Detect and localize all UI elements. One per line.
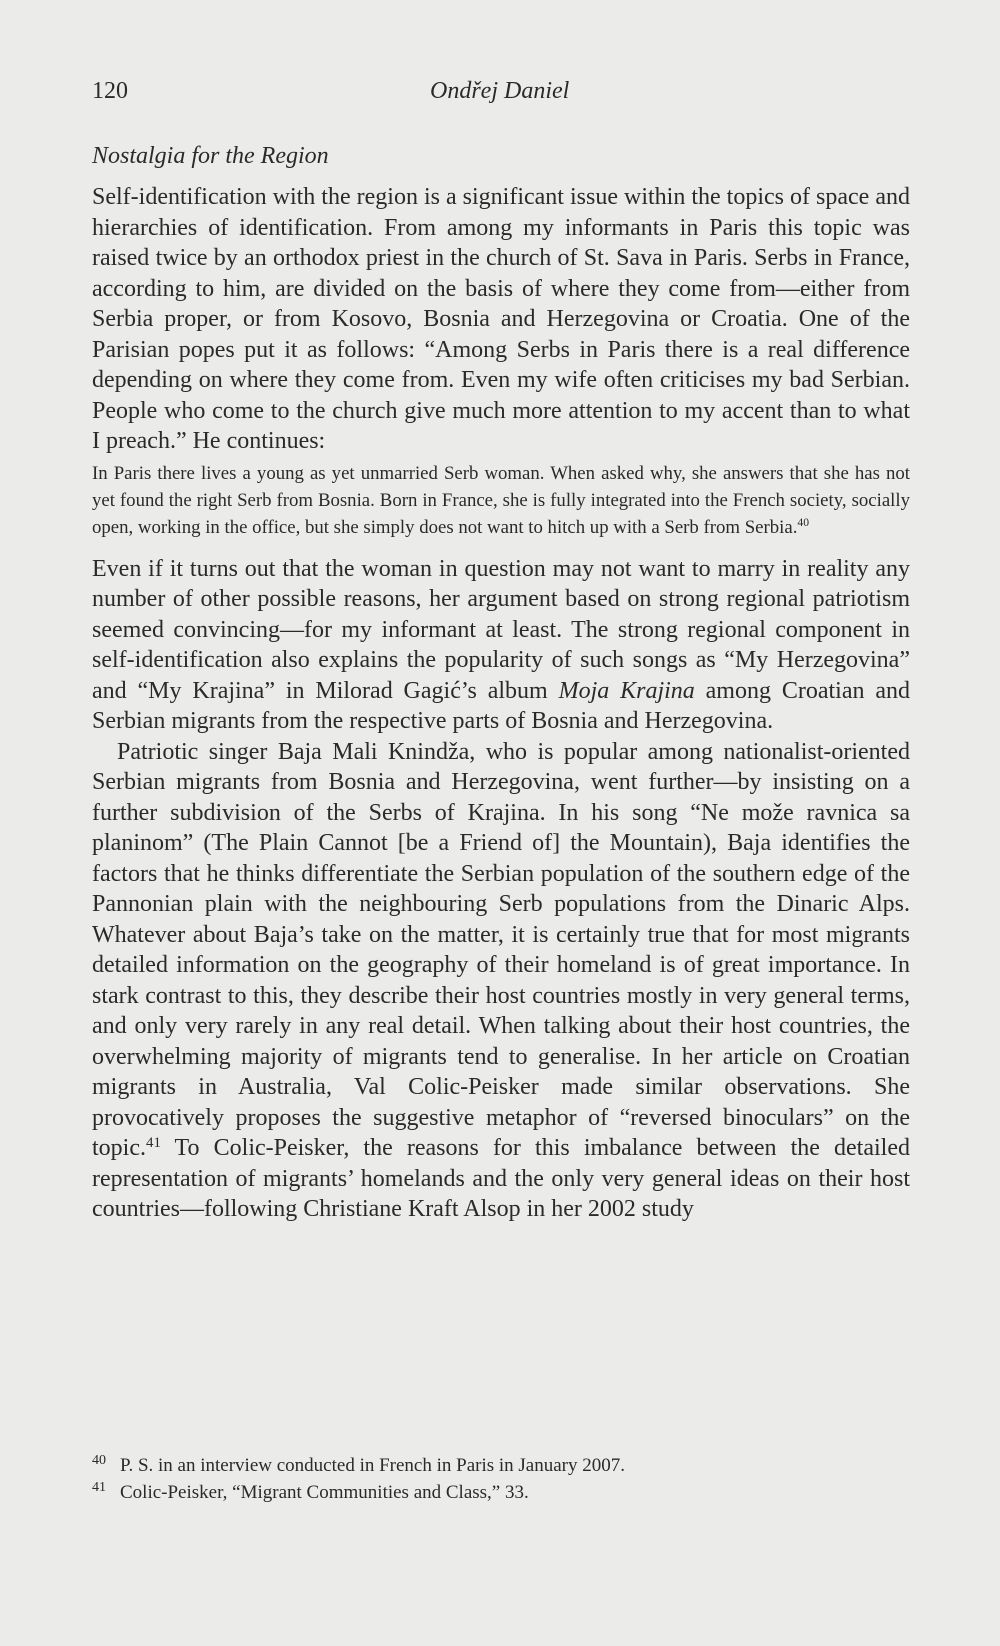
- footnote-reference[interactable]: 40: [797, 516, 810, 530]
- block-quote-text: In Paris there lives a young as yet unmarried Serb woman. When asked why, she answers that she has not yet found the right Serb from Bosnia. Born in France, she is fully integrated into the French society, socially open, working in the office, but she simply does not want to hitch up with a Serb from Serbia.: [92, 462, 910, 538]
- footnote-number: 41: [92, 1480, 106, 1495]
- footnote-reference[interactable]: 41: [146, 1134, 161, 1151]
- paragraph-text: Self-identification with the region is a significant issue within the topics of space and hierarchies of identification. From among my informants in Paris this topic was raised twice by an orthodox priest in the church of St. Sava in Paris. Serbs in France, according to him, are divided on the basis of where they come from—either from Serbia proper, or from Kosovo, Bosnia and Herzegovina or Croatia. One of the Parisian popes put it as follows: “Among Serbs in Paris there is a real difference depending on where they come from. Even my wife often criticises my bad Serbian. People who come to the church give much more attention to my accent than to what I preach.” He continues:: [92, 184, 910, 454]
- paragraph-text: To Colic-Peisker, the reasons for this imbalance between the detailed representation of migrants’ homelands and the only very general ideas on their host countries—following Christiane Kraft Alsop in her 2002 study: [92, 1135, 910, 1222]
- footnote-text: Colic-Peisker, “Migrant Communities and Class,” 33.: [120, 1482, 529, 1503]
- footnote: [92, 1479, 910, 1506]
- page-header: [92, 78, 912, 112]
- paragraph-text: Even if it turns out that the woman in question may not want to marry in reality any number of other possible reasons, her argument based on strong regional patriotism seemed convincing—for my informant at least. The strong regional component in self-identification also explains the popularity of such songs as “My Herzegovina” and “My Krajina” in Milorad Gagić’s album: [92, 555, 910, 704]
- footnote-text: P. S. in an interview conducted in French in Paris in January 2007.: [120, 1455, 626, 1476]
- block-quote: [92, 460, 910, 541]
- footnote: [92, 1452, 910, 1479]
- running-head: Ondřej Daniel: [430, 78, 570, 104]
- paragraph: [92, 182, 910, 457]
- main-text: [92, 140, 910, 1225]
- section-heading: Nostalgia for the Region: [92, 143, 329, 169]
- page-number: 120: [92, 78, 128, 104]
- paragraph: [92, 554, 910, 737]
- paragraph: [92, 737, 910, 1225]
- footnote-number: 40: [92, 1453, 106, 1468]
- footnotes: [92, 1452, 910, 1506]
- album-title: Moja Krajina: [558, 677, 695, 704]
- paragraph-text: among Croatian and Serbian migrants from the respective parts of Bosnia and Herzegovina.: [92, 677, 910, 734]
- paragraph-text: Patriotic singer Baja Mali Knindža, who is popular among nationalist-oriented Serbian migrants from Bosnia and Herzegovina, went further—by insisting on a further subdivision of the Serbs of Krajina. In his song “Ne može ravnica sa planinom” (The Plain Cannot [be a Friend of] the Mountain), Baja identifies the factors that he thinks differentiate the Serbian population of the southern edge of the Pannonian plain with the neighbouring Serb populations from the Dinaric Alps. Whatever about Baja’s take on the matter, it is certainly true that for most migrants detailed information on the geography of their homeland is of great importance. In stark contrast to this, they describe their host countries mostly in very general terms, and only very rarely in any real detail. When talking about their host countries, the overwhelming majority of migrants tend to generalise. In her article on Croatian migrants in Australia, Val Colic-Peisker made similar observations. She provocatively proposes the suggestive metaphor of “reversed binoculars” on the topic.: [92, 738, 910, 1161]
